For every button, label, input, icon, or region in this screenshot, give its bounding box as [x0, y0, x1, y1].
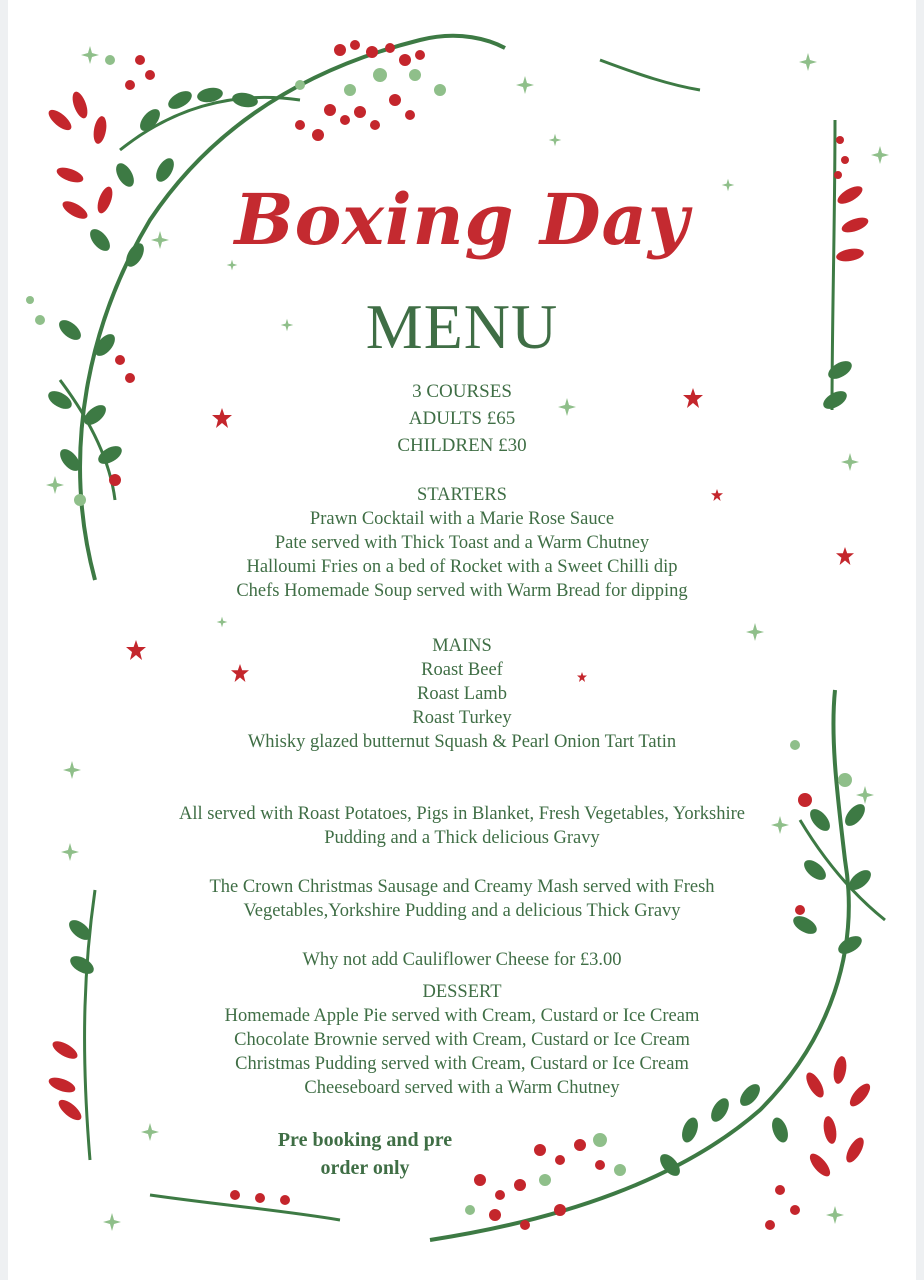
- pricing-block: [0, 378, 924, 459]
- menu-item: Roast Lamb: [417, 684, 507, 704]
- sausage-option: [0, 875, 924, 923]
- mains-section: [0, 634, 924, 754]
- menu-item: Homemade Apple Pie served with Cream, Custard or Ice Cream: [224, 1006, 700, 1026]
- section-heading: STARTERS: [417, 485, 507, 505]
- served-with-note: [0, 802, 924, 850]
- menu-item: Cheeseboard served with a Warm Chutney: [304, 1078, 620, 1098]
- cauliflower-note: [0, 948, 924, 972]
- menu-item: Prawn Cocktail with a Marie Rose Sauce: [309, 509, 615, 529]
- section-heading: DESSERT: [422, 982, 502, 1002]
- note-line: All served with Roast Potatoes, Pigs in Blanket, Fresh Vegetables, Yorkshire: [179, 804, 745, 824]
- menu-item: Roast Beef: [421, 660, 503, 680]
- courses-count: 3 COURSES: [412, 381, 512, 402]
- dessert-section: [0, 980, 924, 1100]
- menu-item: Whisky glazed butternut Squash & Pearl Onion Tart Tatin: [247, 732, 677, 752]
- starters-section: [0, 483, 924, 603]
- note-line: Pre booking and pre: [277, 1129, 453, 1151]
- note-line: The Crown Christmas Sausage and Creamy Mash served with Fresh: [209, 877, 715, 897]
- note-line: Why not add Cauliflower Cheese for £3.00: [302, 950, 622, 970]
- prebooking-note: [250, 1126, 480, 1182]
- menu-item: Chefs Homemade Soup served with Warm Bread for dipping: [236, 581, 688, 601]
- menu-item: Chocolate Brownie served with Cream, Custard or Ice Cream: [234, 1030, 690, 1050]
- menu-subtitle: MENU: [365, 291, 559, 362]
- menu-item: Christmas Pudding served with Cream, Custard or Ice Cream: [235, 1054, 689, 1074]
- section-heading: MAINS: [432, 636, 492, 656]
- menu-title: Boxing Day: [234, 178, 690, 261]
- menu-item: Pate served with Thick Toast and a Warm Chutney: [274, 533, 650, 553]
- note-line: Vegetables,Yorkshire Pudding and a delicious Thick Gravy: [243, 901, 681, 921]
- child-price: CHILDREN £30: [397, 435, 527, 456]
- note-line: order only: [320, 1157, 410, 1179]
- note-line: Pudding and a Thick delicious Gravy: [324, 828, 600, 848]
- menu-item: Halloumi Fries on a bed of Rocket with a Sweet Chilli dip: [246, 557, 678, 577]
- menu-item: Roast Turkey: [412, 708, 512, 728]
- adult-price: ADULTS £65: [408, 408, 516, 429]
